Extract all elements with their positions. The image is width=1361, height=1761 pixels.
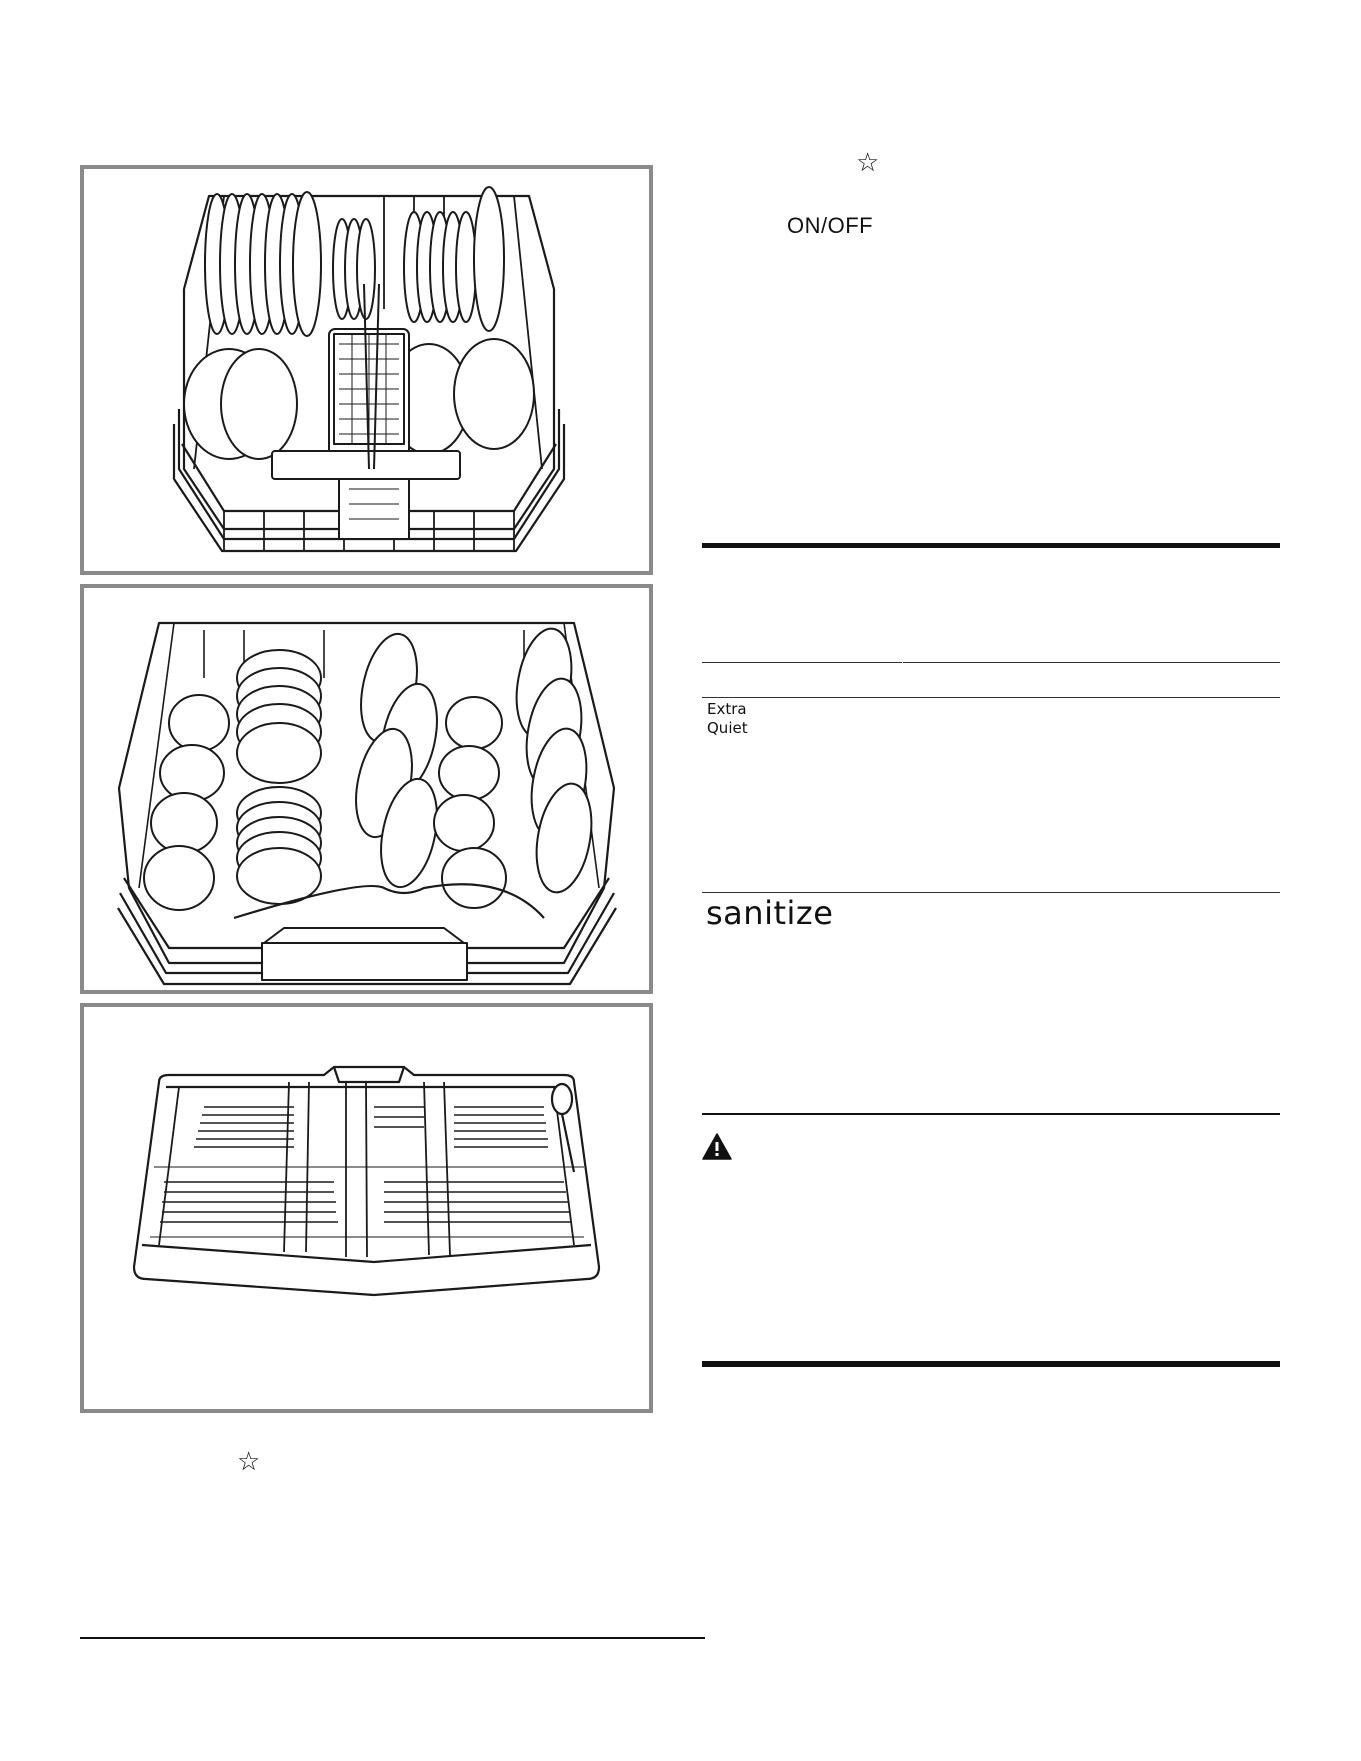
- on-off-button-label: ON/OFF: [787, 213, 874, 238]
- footnote-rule: [80, 1637, 705, 1639]
- figure-cutlery-tray: [80, 1003, 653, 1413]
- table-row-rule: [702, 892, 1280, 893]
- star-outline-icon: ☆: [237, 1447, 261, 1477]
- cutlery-tray-illustration: [84, 1007, 649, 1409]
- table-top-rule: [702, 543, 1280, 548]
- figure-upper-rack: [80, 584, 653, 994]
- upper-rack-illustration: [84, 588, 649, 990]
- warning-triangle-icon: [702, 1133, 732, 1160]
- figure-lower-rack: [80, 165, 653, 575]
- table-bottom-rule: [702, 1361, 1280, 1367]
- table-row-rule-2: [702, 1113, 1280, 1115]
- lower-rack-illustration: [84, 169, 649, 571]
- program-label-extra-quiet: [707, 700, 748, 738]
- table-header-rule: [702, 662, 1280, 663]
- table-header-rule-2: [702, 697, 1280, 698]
- program-label-sanitize: sanitize: [706, 894, 834, 932]
- program-label-line: Extra: [707, 700, 747, 718]
- program-label-line: Quiet: [707, 719, 748, 737]
- column-divider-mark: [902, 662, 903, 697]
- star-outline-icon: ☆: [856, 148, 880, 178]
